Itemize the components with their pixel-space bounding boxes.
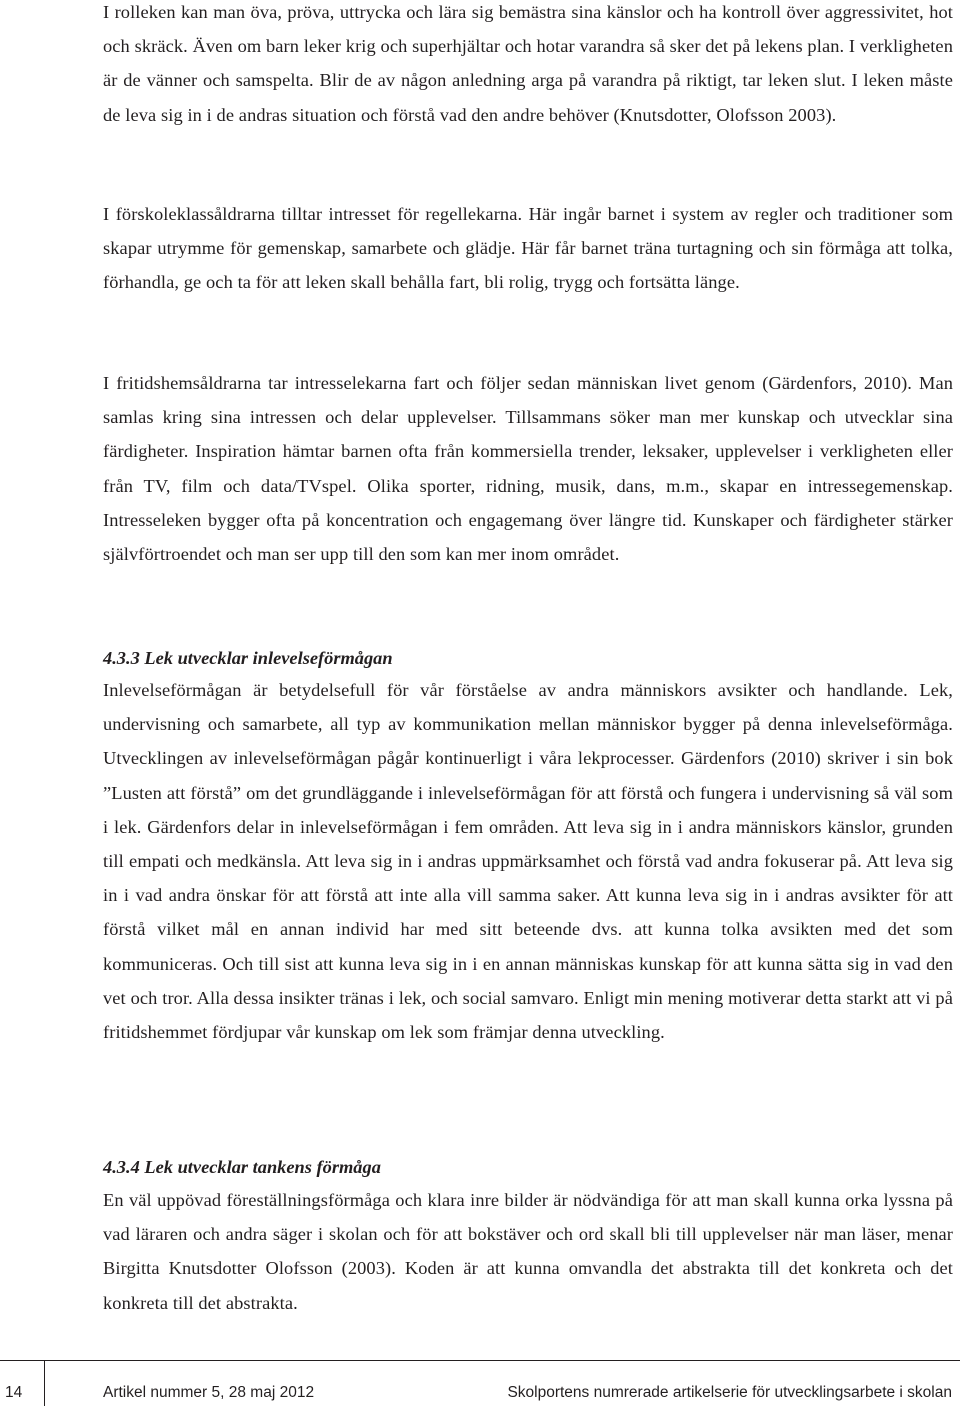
footer-rule (0, 1360, 960, 1361)
paragraph-rule-games: I förskoleklassåldrarna tilltar intresset för regellekarna. Här ingår barnet i system av regler och traditioner som skapar utrymme för gemenskap, samarbete och glädje. Här får barnet träna turtagning och sin förmåga att tolka, förhandla, ge och ta för att leken skall behålla fart, bli rolig, trygg och fortsätta länge. (103, 204, 953, 293)
paragraph-role-play: I rolleken kan man öva, pröva, uttrycka och lära sig bemästra sina känslor och ha kontroll över aggressivitet, hot och skräck. Även om barn leker krig och superhjältar och hotar varandra så sker det på lekens plan. I verkligheten är de vänner och samspelta. Blir de av någon anledning arga på varandra på riktigt, tar leken slut. I leken måste de leva sig in i de andras situation och förstå vad den andre behöver (Knutsdotter, Olofsson 2003). (103, 2, 953, 125)
issue-label: Artikel nummer 5, 28 maj 2012 (103, 1384, 315, 1401)
paragraph-inlevelse: Inlevelseförmågan är betydelsefull för vår förståelse av andra människors avsikter och handlande. Lek, undervisning och samarbete, all typ av kommunikation mellan människor bygger på denna inlevelseförmåga. Utvecklingen av inlevelseförmågan pågår kontinuerligt i våra lekprocesser. Gärdenfors (2010) skriver i sin bok ”Lusten att förstå” om det grundläggande i inlevelseförmågan för att förstå och fungera i undervisning så väl som i lek. Gärdenfors delar in inlevelseförmågan i fem områden. Att leva sig in i andra människors känslor, grunden till empati och medkänsla. Att leva sig in i andras uppmärksamhet och förstå vad andra fokuserar på. Att leva sig in i vad andra önskar för att förstå att inte alla vill samma saker. Att kunna leva sig in i andras avsikter för att förstå vilket mål en annan individ har med sitt beteende dvs. att kunna tolka avsikten med det som kommuniceras. Och till sist att kunna leva sig in i en annan människas kunskap för att kunna sätta sig in vad den vet och tror. Alla dessa insikter tränas i lek, och social samvaro. Enligt min mening motiverar detta starkt att vi på fritidshemmet fördjupar vår kunskap om lek som främjar denna utveckling. (103, 680, 953, 1043)
paragraph-tankens: En väl uppövad föreställningsförmåga och klara inre bilder är nödvändiga för att man skall kunna orka lyssna på vad läraren och andra säger i skolan och för att bokstäver och ord skall bli till upplevelser när man läser, menar Birgitta Knutsdotter Olofsson (2003). Koden är att kunna omvandla det abstrakta till det konkreta och det konkreta till det abstrakta. (103, 1190, 953, 1313)
section-heading-inlevelse: 4.3.3 Lek utvecklar inlevelseförmågan (103, 648, 393, 668)
page-number: 14 (5, 1384, 23, 1401)
series-label: Skolportens numrerade artikelserie för utvecklingsarbete i skolan (507, 1384, 952, 1401)
section-heading-tankens: 4.3.4 Lek utvecklar tankens förmåga (103, 1157, 381, 1177)
footer-divider (44, 1360, 45, 1406)
paragraph-interest-games: I fritidshemsåldrarna tar intresselekarna fart och följer sedan människan livet genom (Gärdenfors, 2010). Man samlas kring sina intressen och delar upplevelser. Tillsammans söker man mer kunskap och utvecklar sina färdigheter. Inspiration hämtar barnen ofta från kommersiella trender, leksaker, upplevelser i verkligheten eller från TV, film och data/TVspel. Olika sporter, ridning, musik, dans, m.m., skapar en intressegemenskap. Intresseleken bygger ofta på koncentration och engagemang över längre tid. Kunskaper och färdigheter stärker självförtroendet och man ser upp till den som kan mer inom området. (103, 373, 953, 565)
